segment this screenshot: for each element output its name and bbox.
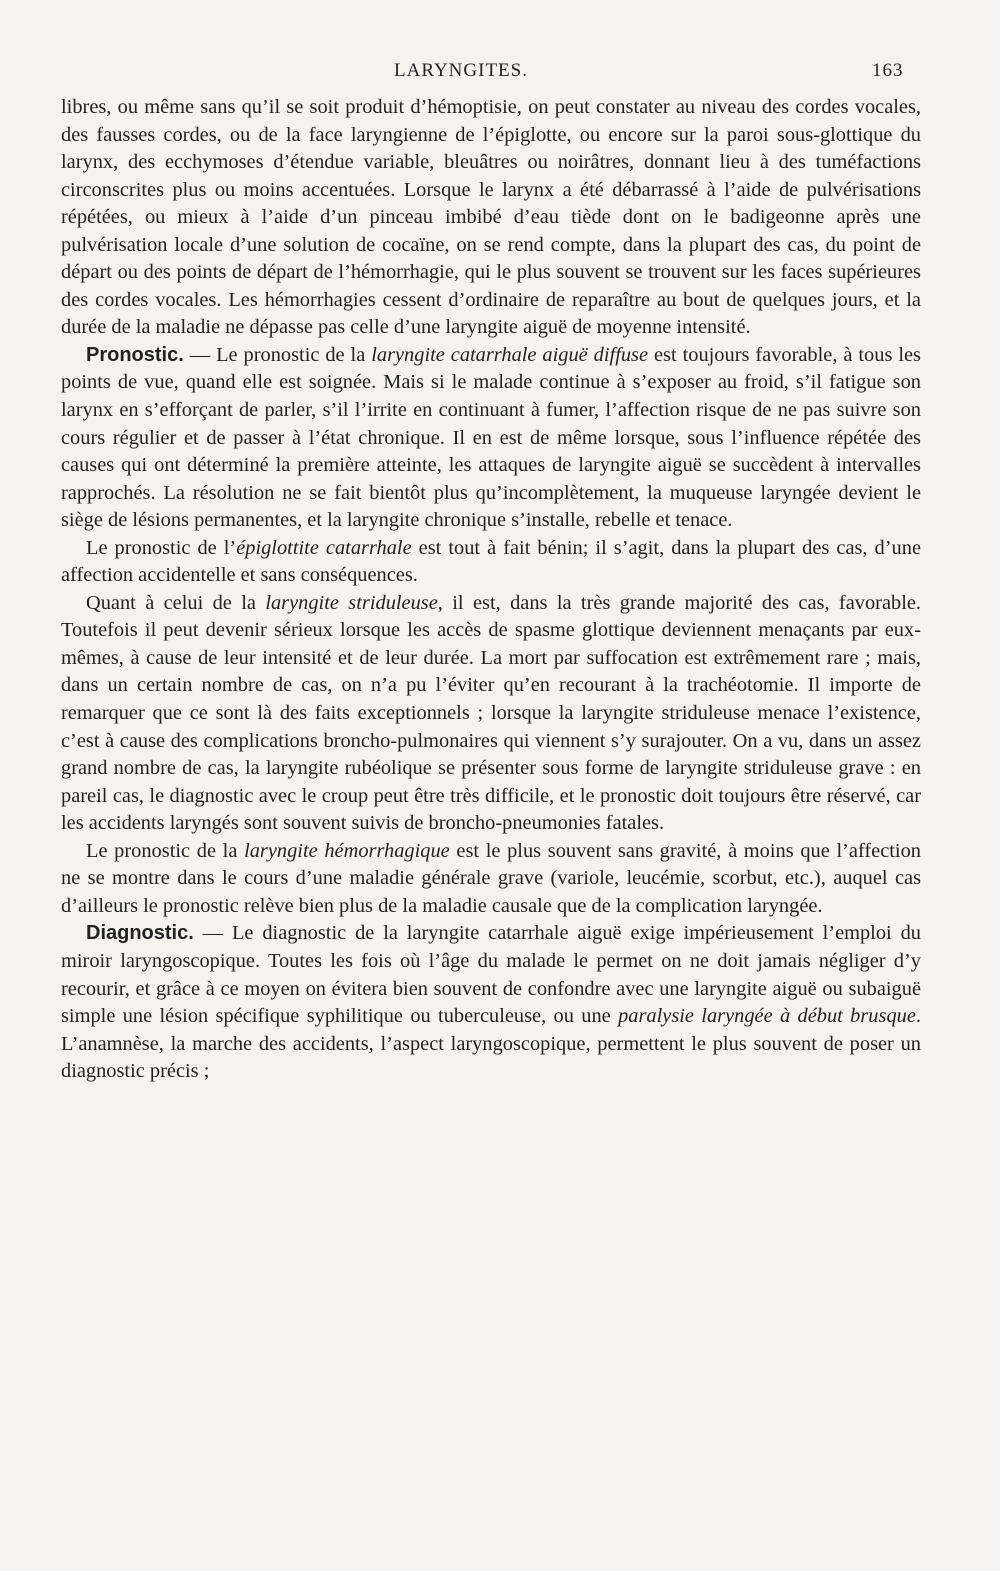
emphasis-text: paralysie laryngée à début brusque — [618, 1005, 916, 1028]
page-number: 163 — [872, 60, 904, 81]
emphasis-text: laryngite striduleuse — [265, 591, 438, 614]
paragraph-text: . L’anamnèse, la marche des accidents, l’aspect laryngoscopique, permettent le plus souvent de poser un diagnostic précis ; — [61, 1005, 921, 1083]
paragraph-text: Quant à celui de la — [86, 591, 266, 614]
body-text — [61, 94, 921, 1086]
paragraph-text: est le plus souvent sans gravité, à moins que l’affection ne se montre dans le cours d’une maladie générale grave (variole, leucémie, scorbut, etc.), auquel cas d’ailleurs le pronostic relève bien plus de la maladie causale que de la complication laryngée. — [61, 839, 921, 917]
running-head — [0, 60, 1000, 88]
paragraph-text: est toujours favorable, à tous les points de vue, quand elle est soignée. Mais si le malade continue à s’exposer au froid, s’il fatigue son larynx en s’efforçant de parler, s’il l’irrite en continuant à fumer, l’affection risque de ne pas suivre son cours régulier et de passer à l’état chronique. Il en est de même lorsque, sous l’influence répétée des causes qui ont déterminé la première atteinte, les attaques de laryngite aiguë se succèdent à intervalles rapprochés. La résolution ne se fait bientôt plus qu’incomplètement, la muqueuse laryngée devient le siège de lésions permanentes, et la laryngite chronique s’installe, rebelle et tenace. — [61, 343, 921, 532]
section-heading-pronostic: Pronostic. — [86, 343, 184, 366]
section-heading-diagnostic: Diagnostic. — [86, 922, 194, 945]
emphasis-text: épiglottite catarrhale — [236, 536, 412, 559]
running-title: LARYNGITES. — [394, 60, 528, 81]
paragraph-striduleuse — [61, 590, 921, 838]
emphasis-text: laryngite hémorrhagique — [244, 839, 450, 862]
paragraph-text: Le pronostic de l’ — [86, 536, 237, 559]
paragraph-pronostic — [61, 342, 921, 535]
paragraph-text: — Le pronostic de la — [183, 343, 372, 366]
emphasis-text: laryngite catarrhale aiguë diffuse — [371, 343, 649, 366]
paragraph-hemorrhage-continued — [61, 94, 921, 342]
paragraph-diagnostic — [61, 920, 921, 1085]
paragraph-text: libres, ou même sans qu’il se soit produit d’hémoptisie, on peut constater au niveau des cordes vocales, des fausses cordes, ou de la face laryngienne de l’épiglotte, ou encore sur la paroi sous-glottique du larynx, des ecchymoses d’étendue variable, bleuâtres ou noirâtres, donnant lieu à des tuméfactions circonscrites plus ou moins accentuées. Lorsque le larynx a été débarrassé à l’aide de pulvérisations répétées, ou mieux à l’aide d’un pinceau imbibé d’eau tiède dont on le badigeonne après une pulvérisation locale d’une solution de cocaïne, on se rend compte, dans la plupart des cas, du point de départ ou des points de départ de l’hémorrhagie, qui le plus souvent se trouvent sur les faces supérieures des cordes vocales. Les hémorrhagies cessent d’ordinaire de reparaître au bout de quelques jours, et la durée de la maladie ne dépasse pas celle d’une laryngite aiguë de moyenne intensité. — [61, 96, 921, 339]
paragraph-text: Le pronostic de la — [86, 839, 245, 862]
paragraph-text: , il est, dans la très grande majorité des cas, favorable. Toutefois il peut devenir sérieux lorsque les accès de spasme glottique deviennent menaçants par eux-mêmes, à cause de leur intensité et de leur durée. La mort par suffocation est extrêmement rare ; mais, dans un certain nombre de cas, on n’a pu l’éviter qu’en recourant à la trachéotomie. Il importe de remarquer que ce sont là des faits exceptionnels ; lorsque la laryngite striduleuse menace l’existence, c’est à cause des complications broncho-pulmonaires qui viennent s’y surajouter. On a vu, dans un assez grand nombre de cas, la laryngite rubéolique se présenter sous forme de laryngite striduleuse grave : en pareil cas, le diagnostic avec le croup peut être très difficile, et le pronostic doit toujours être réservé, car les accidents laryngés sont souvent suivis de broncho-pneumonies fatales. — [61, 591, 922, 835]
paragraph-text: est tout à fait bénin; il s’agit, dans la plupart des cas, d’une affection accidentelle et sans conséquences. — [61, 536, 921, 587]
paragraph-epiglottite — [61, 535, 921, 590]
paragraph-hemorrhagique — [61, 838, 921, 921]
paragraph-text: — Le diagnostic de la laryngite catarrhale aiguë exige impérieusement l’emploi du miroir laryngoscopique. Toutes les fois où l’âge du malade le permet on ne doit jamais négliger d’y recourir, et grâce à ce moyen on évitera bien souvent de confondre avec une laryngite aiguë ou subaiguë simple une lésion spécifique syphilitique ou tuberculeuse, ou une — [61, 922, 921, 1028]
